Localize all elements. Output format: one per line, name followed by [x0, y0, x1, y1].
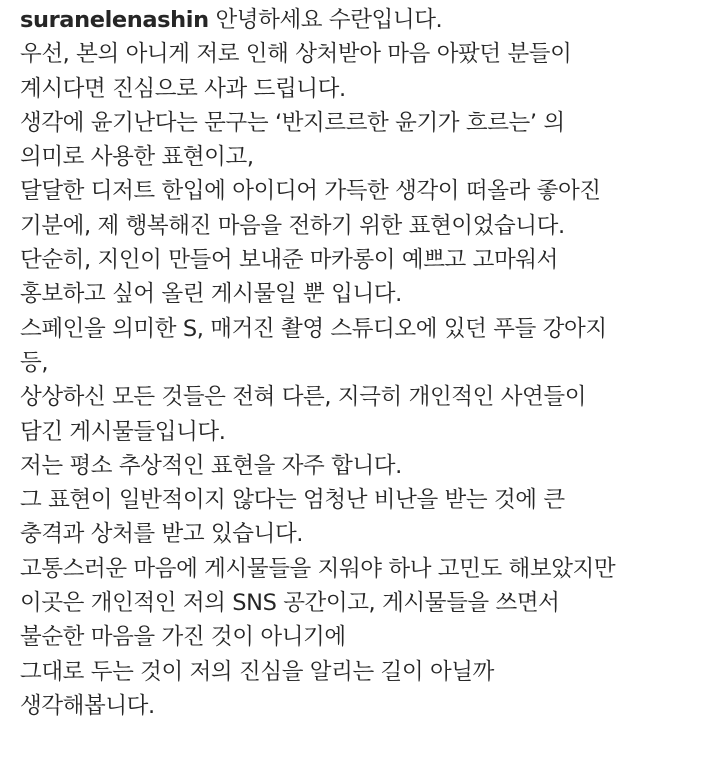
caption-line: 담긴 게시물들입니다. [20, 418, 226, 445]
caption-line: 달달한 디저트 한입에 아이디어 가득한 생각이 떠올라 좋아진 [20, 178, 601, 205]
caption-line: 홍보하고 싶어 올린 게시물일 뿐 입니다. [20, 281, 402, 308]
caption-line: 저는 평소 추상적인 표현을 자주 합니다. [20, 452, 402, 479]
caption-text: 안녕하세요 수란입니다. [208, 7, 443, 33]
caption-line: 이곳은 개인적인 저의 SNS 공간이고, 게시물들을 쓰면서 [20, 590, 560, 617]
caption-line: 생각해봅니다. [20, 692, 155, 719]
username-link[interactable]: suranelenashin [20, 7, 209, 33]
caption-line: 계시다면 진심으로 사과 드립니다. [20, 75, 346, 102]
caption-line: 고통스러운 마음에 게시물들을 지워야 하나 고민도 해보았지만 [20, 555, 616, 582]
caption-line: 기분에, 제 행복해진 마음을 전하기 위한 표현이었습니다. [20, 212, 565, 239]
caption-line: 그대로 두는 것이 저의 진심을 알리는 길이 아닐까 [20, 658, 494, 685]
caption-line: 스페인을 의미한 S, 매거진 촬영 스튜디오에 있던 푸들 강아지 [20, 315, 607, 342]
caption-line: 단순히, 지인이 만들어 보내준 마카롱이 예쁘고 고마워서 [20, 247, 558, 274]
caption-line [20, 3, 710, 37]
caption-line: 생각에 윤기난다는 문구는 ‘반지르르한 윤기가 흐르는’ 의 [20, 109, 565, 136]
caption-line: 등, [20, 349, 49, 376]
caption-line: 그 표현이 일반적이지 않다는 엄청난 비난을 받는 것에 큰 [20, 487, 565, 514]
post-caption [20, 0, 710, 723]
caption-line: 충격과 상처를 받고 있습니다. [20, 521, 304, 548]
caption-line: 우선, 본의 아니게 저로 인해 상처받아 마음 아팠던 분들이 [20, 41, 572, 68]
caption-line: 상상하신 모든 것들은 전혀 다른, 지극히 개인적인 사연들이 [20, 384, 587, 411]
caption-line: 불순한 마음을 가진 것이 아니기에 [20, 624, 346, 651]
caption-line: 의미로 사용한 표현이고, [20, 144, 254, 171]
